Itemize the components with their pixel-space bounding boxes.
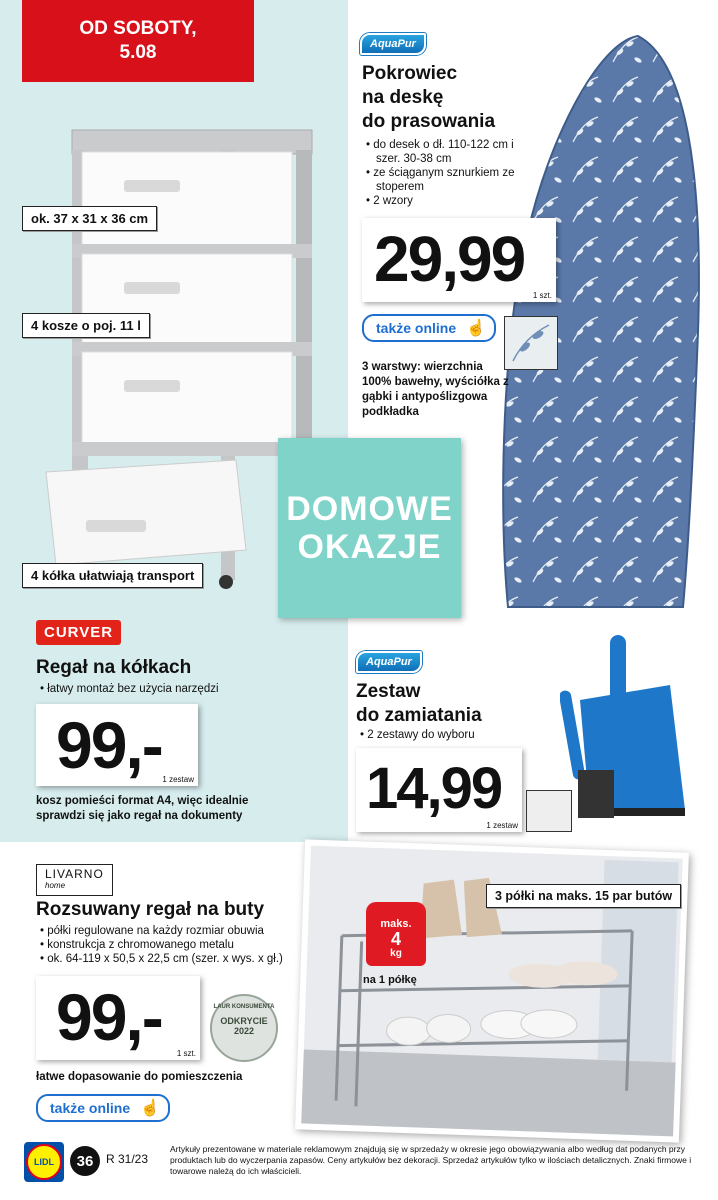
aquapur-logo-text: AquaPur <box>360 33 426 55</box>
dustpan-brush-image <box>560 630 690 830</box>
promo-domowe-okazje <box>278 438 461 618</box>
date-banner-line2: 5.08 <box>119 42 157 63</box>
livarno-logo-text: LIVARNO <box>45 867 104 881</box>
ironing-cover-title <box>362 62 495 134</box>
livarno-logo-box <box>36 864 113 896</box>
ironing-cover-features <box>362 138 536 208</box>
shoe-rack-unit: 1 szt. <box>176 1049 196 1058</box>
trolley-feature: • łatwy montaż bez użycia narzędzi <box>50 682 310 696</box>
sweep-set-features <box>356 728 550 742</box>
page-number: 36 <box>70 1146 100 1176</box>
issue-code: R 31/23 <box>106 1152 149 1166</box>
max-weight-badge <box>366 902 426 966</box>
legal-disclaimer: Artykuły prezentowane w materiale reklamowym znajdują się w sprzedaży w okresie jego obowiązywania albo według dat podanych przy produktach lub do wyczerpania zapasów. Ceny artykułów bez dekoracji. Sprzedaż artykułów tylko w ilościach detalicznych. Znaki firmowe i towarowe należą do ich właścicieli. <box>170 1144 692 1176</box>
shoe-rack-price-box <box>36 976 200 1060</box>
online-button-label: także online <box>50 1100 131 1116</box>
ironing-cover-price-box <box>362 218 556 302</box>
shoe-rack-feature: • półki regulowane na każdy rozmiar obuwia <box>50 924 320 938</box>
shoe-rack-feature: • konstrukcja z chromowanego metalu <box>50 938 320 952</box>
hand-pointer-icon: ☝ <box>466 320 487 337</box>
trolley-price: 99,- <box>56 708 162 782</box>
shoe-rack-note: łatwe dopasowanie do pomieszczenia <box>36 1071 243 1083</box>
wheels-tag: 4 kółka ułatwiają transport <box>22 563 203 588</box>
weight-label: maks. <box>380 918 412 930</box>
aquapur-logo-text: AquaPur <box>356 651 422 673</box>
ironing-cover-title-line2: na deskę <box>362 87 444 108</box>
capacity-tag: 4 kosze o poj. 11 l <box>22 313 150 338</box>
sweep-set-price: 14,99 <box>366 756 502 821</box>
weight-unit: kg <box>390 948 402 959</box>
ironing-cover-feature: • ze ściąganym sznurkiem ze stoperem <box>376 166 536 194</box>
livarno-logo-sub: home <box>45 881 66 890</box>
trolley-note: kosz pomieści format A4, więc idealnie sprawdzi się jako regał na dokumenty <box>36 795 249 822</box>
ironing-cover-price: 29,99 <box>374 223 525 295</box>
ironing-cover-title-line3: do prasowania <box>362 111 496 132</box>
livarno-logo <box>36 864 113 896</box>
date-banner <box>22 0 254 82</box>
promo-line1: DOMOWE <box>286 490 453 528</box>
leaf-pattern-icon <box>505 317 557 369</box>
sweep-set-title-line2: do zamiatania <box>356 705 482 726</box>
shoe-rack-price: 99,- <box>56 980 162 1054</box>
consumer-award-badge <box>210 994 278 1062</box>
shoe-rack-features <box>36 924 320 966</box>
sweep-set-title-line1: Zestaw <box>356 681 421 702</box>
aquapur-logo-1 <box>360 34 426 52</box>
ironing-cover-title-line1: Pokrowiec <box>362 63 458 84</box>
curver-logo-text: CURVER <box>36 620 121 645</box>
drawer-4-open <box>46 460 246 565</box>
drawer-3 <box>82 352 292 448</box>
weight-value: 4 <box>390 929 401 949</box>
promo-line2: OKAZJE <box>297 528 442 566</box>
drawer-trolley-image <box>36 120 316 595</box>
lidl-logo <box>24 1142 64 1182</box>
sweep-set-feature: • 2 zestawy do wyboru <box>370 728 550 742</box>
weight-caption: na 1 półkę <box>363 974 417 986</box>
sweep-set-unit: 1 zestaw <box>486 821 518 830</box>
shoe-rack-feature: • ok. 64-119 x 50,5 x 22,5 cm (szer. x wys. x gł.) <box>50 952 320 966</box>
hand-pointer-icon: ☝ <box>140 1100 161 1117</box>
lidl-logo-text: LIDL <box>26 1144 62 1180</box>
shoe-rack-title: Rozsuwany regał na buty <box>36 899 265 920</box>
ironing-cover-feature: • do desek o dł. 110-122 cm i szer. 30-38 cm <box>376 138 536 166</box>
date-banner-line1: OD SOBOTY, <box>79 18 197 39</box>
drawer-1 <box>82 152 292 250</box>
shoe-rack-online-button[interactable] <box>36 1094 170 1122</box>
trolley-features <box>36 682 310 696</box>
trolley-unit: 1 zestaw <box>162 775 194 784</box>
shoe-rack-capacity-tag: 3 półki na maks. 15 par butów <box>486 884 681 908</box>
curver-logo <box>36 624 121 642</box>
size-tag: ok. 37 x 31 x 36 cm <box>22 206 157 231</box>
award-top-text: LAUR KONSUMENTA <box>213 1004 275 1010</box>
ironing-cover-online-button[interactable] <box>362 314 496 342</box>
trolley-price-box <box>36 704 198 786</box>
sweep-set-price-box <box>356 748 522 832</box>
sweep-set-title <box>356 680 482 728</box>
fabric-swatch <box>504 316 558 370</box>
award-year-text: 2022 <box>233 1026 255 1036</box>
ironing-cover-unit: 1 szt. <box>532 291 552 300</box>
trolley-title: Regał na kółkach <box>36 657 192 678</box>
award-main-text: ODKRYCIE <box>220 1016 268 1026</box>
aquapur-logo-2 <box>356 652 422 670</box>
online-button-label: także online <box>376 320 457 336</box>
ironing-cover-feature: • 2 wzory <box>376 194 536 208</box>
ironing-cover-note: 3 warstwy: wierzchnia 100% bawełny, wyściółka z gąbki i antypoślizgowa podkładka <box>362 361 509 418</box>
